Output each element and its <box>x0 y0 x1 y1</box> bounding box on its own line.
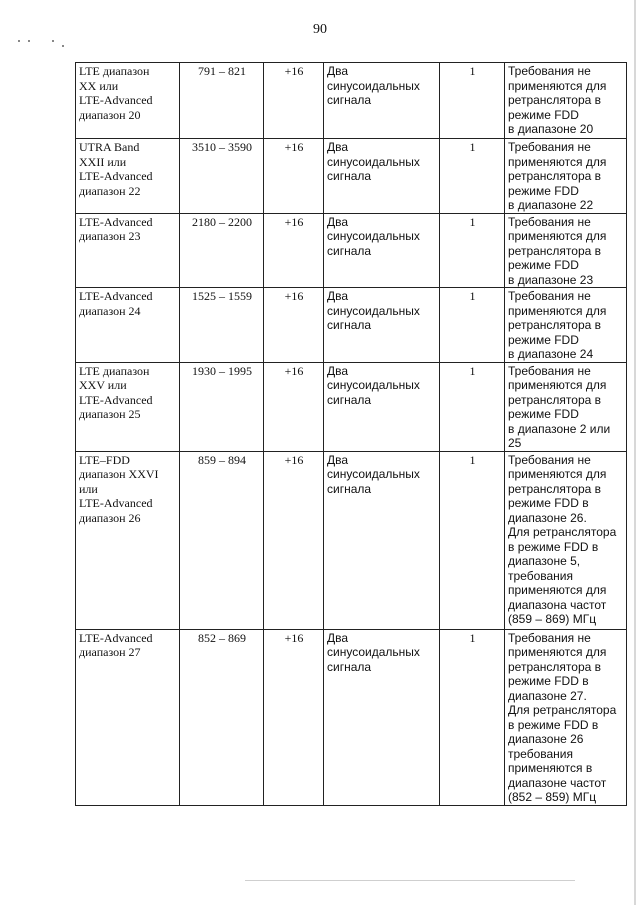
frequency-range-cell <box>180 288 264 363</box>
power-level-cell <box>264 213 324 288</box>
count-cell <box>440 288 505 363</box>
count-cell <box>440 213 505 288</box>
spec-table-body <box>76 63 627 806</box>
power-level-cell-text: +16 <box>284 363 304 378</box>
frequency-range-cell-text: 3510 – 3590 <box>192 140 252 154</box>
signal-type-cell-text: Два синусоидальных сигнала <box>327 630 420 674</box>
frequency-range-cell-text: 852 – 869 <box>198 630 246 645</box>
table-row <box>76 213 627 288</box>
table-row <box>76 139 627 214</box>
note-cell <box>505 139 627 214</box>
frequency-range-cell-text: 1525 – 1559 <box>192 289 252 303</box>
frequency-range-cell <box>180 362 264 451</box>
power-level-cell-text: +16 <box>284 140 304 154</box>
signal-type-cell <box>324 288 440 363</box>
count-cell <box>440 451 505 629</box>
band-cell <box>76 139 180 214</box>
band-cell-text: LTE–FDD диапазон XXVI или LTE-Advanced диапазон 26 <box>79 452 159 525</box>
band-cell <box>76 213 180 288</box>
note-cell-text: Требования не применяются для ретранслятора в режиме FDD в диапазоне 24 <box>508 289 607 361</box>
band-cell <box>76 629 180 805</box>
note-cell <box>505 362 627 451</box>
band-cell-text: LTE-Advanced диапазон 27 <box>79 630 153 659</box>
frequency-range-cell <box>180 213 264 288</box>
table-row <box>76 288 627 363</box>
power-level-cell-text: +16 <box>284 289 304 303</box>
signal-type-cell <box>324 139 440 214</box>
power-level-cell <box>264 629 324 805</box>
note-cell-text: Требования не применяются для ретранслятора в режиме FDD в диапазоне 22 <box>508 140 607 212</box>
band-cell <box>76 63 180 139</box>
count-cell-text: 1 <box>469 289 476 303</box>
frequency-range-cell <box>180 139 264 214</box>
frequency-range-cell-text: 859 – 894 <box>198 452 246 467</box>
signal-type-cell-text: Два синусоидальных сигнала <box>327 363 420 407</box>
band-cell <box>76 362 180 451</box>
power-level-cell <box>264 451 324 629</box>
frequency-range-cell <box>180 63 264 139</box>
signal-type-cell <box>324 362 440 451</box>
count-cell <box>440 362 505 451</box>
band-cell <box>76 288 180 363</box>
page-edge-shadow <box>634 0 636 905</box>
count-cell <box>440 629 505 805</box>
frequency-range-cell <box>180 451 264 629</box>
note-cell <box>505 451 627 629</box>
table-row <box>76 63 627 139</box>
band-cell-text: LTE-Advanced диапазон 24 <box>79 289 153 318</box>
signal-type-cell <box>324 629 440 805</box>
note-cell <box>505 213 627 288</box>
count-cell-text: 1 <box>469 363 476 378</box>
signal-type-cell-text: Два синусоидальных сигнала <box>327 64 420 107</box>
note-cell-text: Требования не применяются для ретранслятора в режиме FDD в диапазоне 26. Для ретранслятора в режиме FDD в диапазоне 5, требования применяются для диапазона частот (859 – 869) МГц <box>508 452 617 626</box>
spec-table <box>75 62 627 806</box>
signal-type-cell <box>324 63 440 139</box>
power-level-cell-text: +16 <box>284 214 304 229</box>
power-level-cell-text: +16 <box>284 452 304 467</box>
frequency-range-cell <box>180 629 264 805</box>
note-cell-text: Требования не применяются для ретранслятора в режиме FDD в диапазоне 2 или 25 <box>508 363 611 450</box>
table-row <box>76 362 627 451</box>
count-cell-text: 1 <box>469 630 476 645</box>
band-cell-text: LTE диапазон XXV или LTE-Advanced диапазон 25 <box>79 363 153 421</box>
count-cell <box>440 139 505 214</box>
table-row <box>76 629 627 805</box>
power-level-cell-text: +16 <box>284 64 304 78</box>
note-cell-text: Требования не применяются для ретранслятора в режиме FDD в диапазоне 23 <box>508 214 607 287</box>
signal-type-cell-text: Два синусоидальных сигнала <box>327 452 420 496</box>
band-cell-text: LTE-Advanced диапазон 23 <box>79 214 153 243</box>
note-cell <box>505 288 627 363</box>
page-number: 90 <box>313 22 327 37</box>
frequency-range-cell-text: 791 – 821 <box>198 64 246 78</box>
table-row <box>76 451 627 629</box>
note-cell <box>505 629 627 805</box>
power-level-cell <box>264 288 324 363</box>
count-cell-text: 1 <box>469 214 476 229</box>
signal-type-cell-text: Два синусоидальных сигнала <box>327 289 420 332</box>
count-cell-text: 1 <box>469 64 476 78</box>
power-level-cell <box>264 63 324 139</box>
signal-type-cell <box>324 213 440 288</box>
frequency-range-cell-text: 2180 – 2200 <box>192 214 252 229</box>
note-cell-text: Требования не применяются для ретранслятора в режиме FDD в диапазоне 20 <box>508 64 607 136</box>
note-cell-text: Требования не применяются для ретранслятора в режиме FDD в диапазоне 27. Для ретранслятора в режиме FDD в диапазоне 26 требования применяются в диапазоне частот (852 – 859) МГц <box>508 630 617 804</box>
band-cell-text: UTRA Band XXII или LTE-Advanced диапазон 22 <box>79 140 153 198</box>
scan-speck-marks <box>18 36 68 50</box>
frequency-range-cell-text: 1930 – 1995 <box>192 363 252 378</box>
note-cell <box>505 63 627 139</box>
count-cell-text: 1 <box>469 452 476 467</box>
power-level-cell <box>264 139 324 214</box>
signal-type-cell-text: Два синусоидальных сигнала <box>327 140 420 183</box>
count-cell-text: 1 <box>469 140 476 154</box>
power-level-cell-text: +16 <box>284 630 304 645</box>
power-level-cell <box>264 362 324 451</box>
signal-type-cell <box>324 451 440 629</box>
signal-type-cell-text: Два синусоидальных сигнала <box>327 214 420 258</box>
count-cell <box>440 63 505 139</box>
band-cell <box>76 451 180 629</box>
bottom-divider <box>245 880 575 881</box>
band-cell-text: LTE диапазон XX или LTE-Advanced диапазон 20 <box>79 64 153 122</box>
